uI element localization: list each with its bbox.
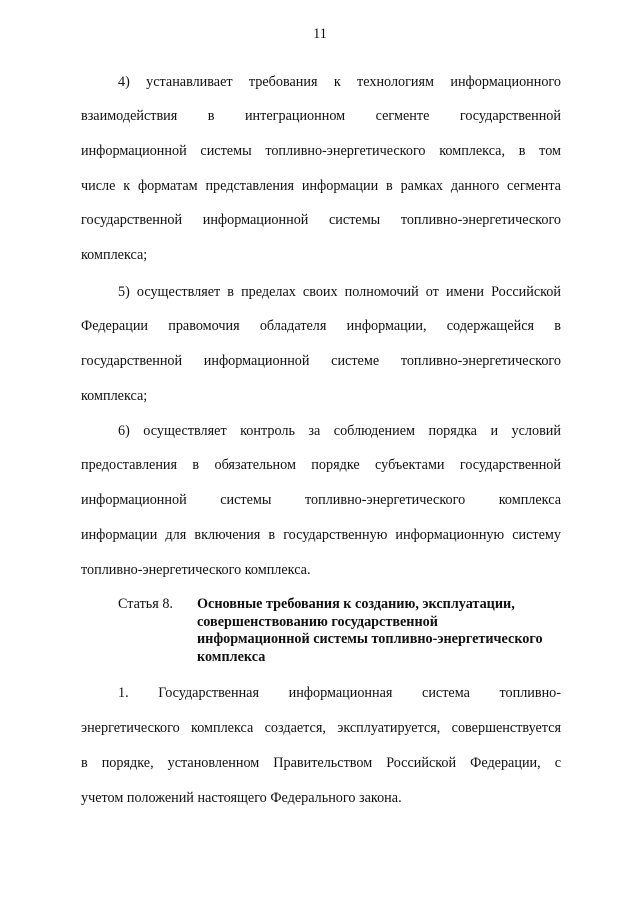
page-number: 11 (313, 26, 327, 42)
article-title-line: информационной системы топливно-энергетического (197, 631, 543, 647)
paragraph-6-line: 6) осуществляет контроль за соблюдением порядка и условий (118, 423, 561, 439)
paragraph-5-line: государственной информационной системе топливно-энергетического (81, 353, 561, 369)
paragraph-4-line: комплекса; (81, 247, 148, 263)
article-paragraph-line: учетом положений настоящего Федерального закона. (81, 790, 402, 806)
paragraph-5-line: Федерации правомочия обладателя информации, содержащейся в (81, 318, 561, 334)
paragraph-4-line: взаимодействия в интеграционном сегменте государственной (81, 108, 561, 124)
article-paragraph-line: энергетического комплекса создается, эксплуатируется, совершенствуется (81, 720, 561, 736)
article-title-line: Основные требования к созданию, эксплуатации, (197, 596, 515, 612)
paragraph-4-line: информационной системы топливно-энергетического комплекса, в том (81, 143, 561, 159)
paragraph-5-line: 5) осуществляет в пределах своих полномочий от имени Российской (118, 284, 561, 300)
article-label: Статья 8. (118, 596, 173, 612)
article-title-line: совершенствованию государственной (197, 613, 438, 630)
article-paragraph-line: 1. Государственная информационная система топливно- (118, 685, 561, 701)
paragraph-6-line: информации для включения в государственную информационную систему (81, 527, 561, 543)
article-paragraph-line: в порядке, установленном Правительством Российской Федерации, с (81, 755, 561, 771)
paragraph-6-line: предоставления в обязательном порядке субъектами государственной (81, 457, 561, 473)
paragraph-4-line: государственной информационной системы топливно-энергетического (81, 212, 561, 228)
article-title (197, 596, 567, 666)
paragraph-6-line: топливно-энергетического комплекса. (81, 562, 311, 578)
article-title-line: комплекса (197, 648, 266, 665)
paragraph-4-line: числе к форматам представления информации в рамках данного сегмента (81, 178, 561, 194)
paragraph-6-line: информационной системы топливно-энергетического комплекса (81, 492, 561, 508)
paragraph-5-line: комплекса; (81, 388, 148, 404)
paragraph-4-line: 4) устанавливает требования к технологиям информационного (118, 74, 561, 90)
